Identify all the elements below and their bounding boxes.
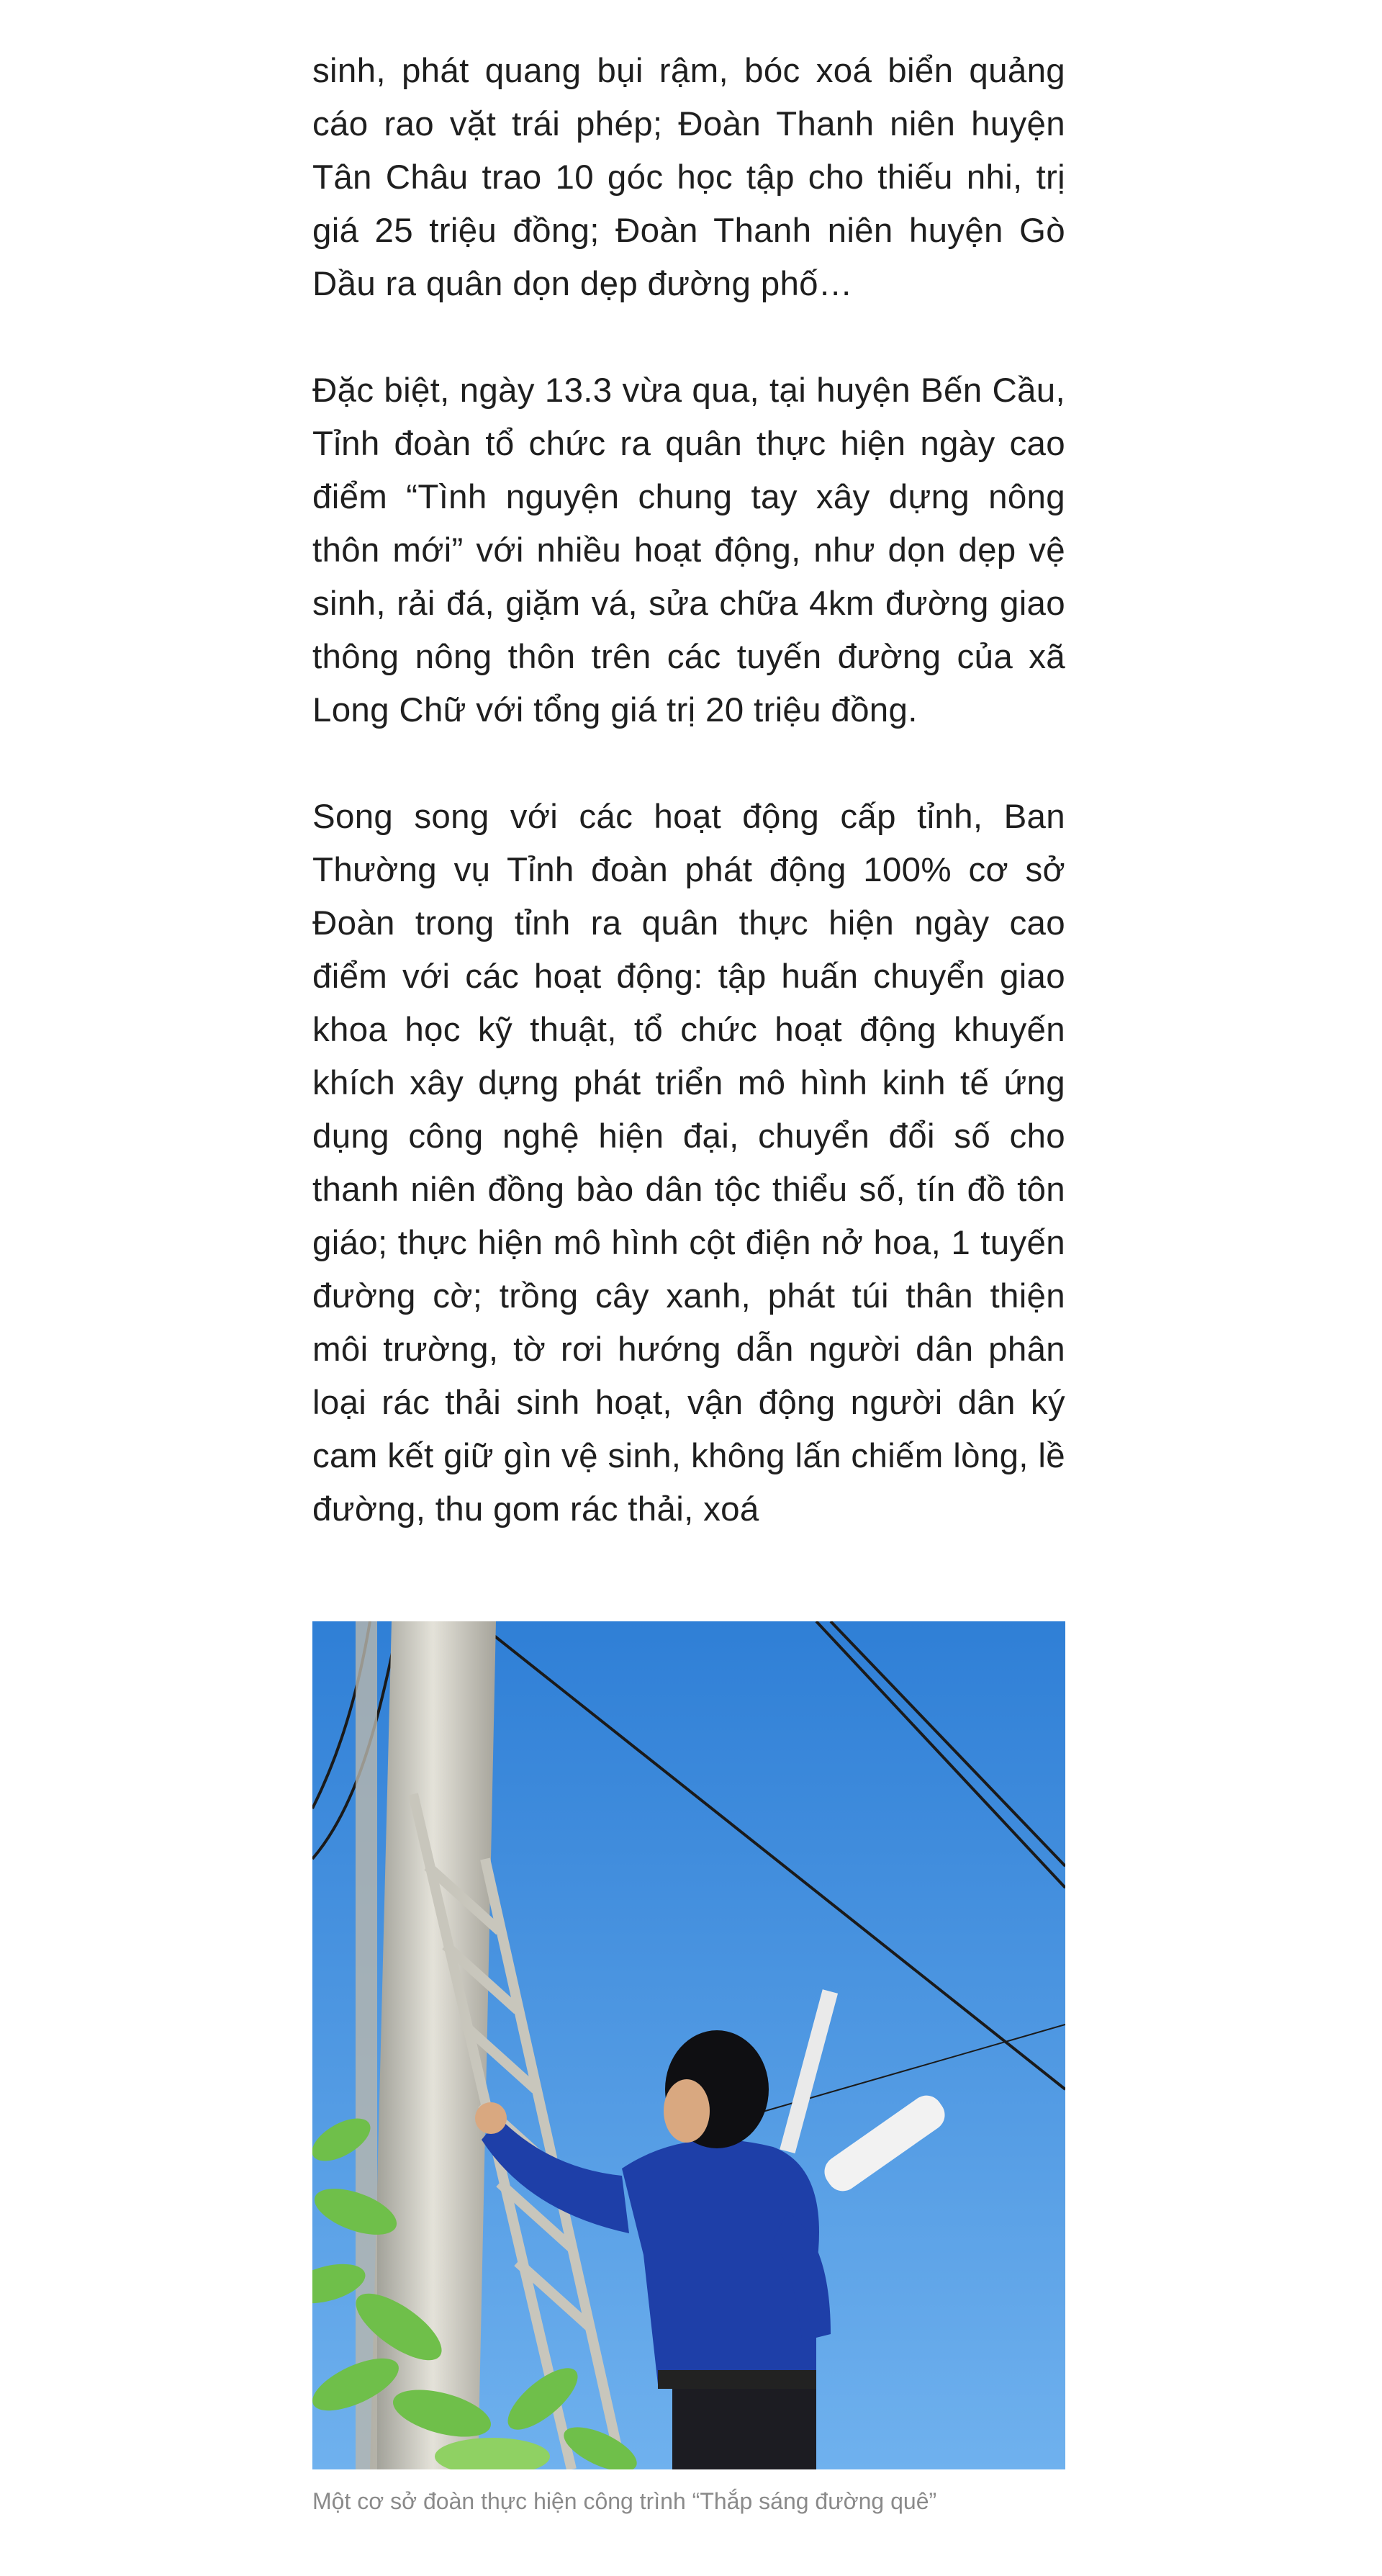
article-paragraph: Song song với các hoạt động cấp tỉnh, Ban Thường vụ Tỉnh đoàn phát động 100% cơ sở Đoàn trong tỉnh ra quân thực hiện ngày cao điểm với các hoạt động: tập huấn chuyển giao khoa học kỹ thuật, tổ chức hoạt động khuyến khích xây dựng phát triển mô hình kinh tế ứng dụng công nghệ hiện đại, chuyển đổi số cho thanh niên đồng bào dân tộc thiểu số, tín đồ tôn giáo; thực hiện mô hình cột điện nở hoa, 1 tuyến đường cờ; trồng cây xanh, phát túi thân thiện môi trường, tờ rơi hướng dẫn người dân phân loại rác thải sinh hoạt, vận động người dân ký cam kết giữ gìn vệ sinh, không lấn chiếm lòng, lề đường, thu gom rác thải, xoá: [312, 798, 1065, 1528]
article-photo: [312, 1621, 1065, 2469]
photo-caption: Một cơ sở đoàn thực hiện công trình “Thắp sáng đường quê”: [312, 2488, 937, 2514]
photo-illustration: [312, 1621, 1065, 2469]
article-paragraph: Đặc biệt, ngày 13.3 vừa qua, tại huyện Bến Cầu, Tỉnh đoàn tổ chức ra quân thực hiện ngày cao điểm “Tình nguyện chung tay xây dựng nông thôn mới” với nhiều hoạt động, như dọn dẹp vệ sinh, rải đá, giặm vá, sửa chữa 4km đường giao thông nông thôn trên các tuyến đường của xã Long Chữ với tổng giá trị 20 triệu đồng.: [312, 371, 1065, 729]
article-paragraph: sinh, phát quang bụi rậm, bóc xoá biển quảng cáo rao vặt trái phép; Đoàn Thanh niên huyện Tân Châu trao 10 góc học tập cho thiếu nhi, trị giá 25 triệu đồng; Đoàn Thanh niên huyện Gò Dầu ra quân dọn dẹp đường phố…: [312, 52, 1065, 303]
article-body: [312, 45, 1065, 1536]
